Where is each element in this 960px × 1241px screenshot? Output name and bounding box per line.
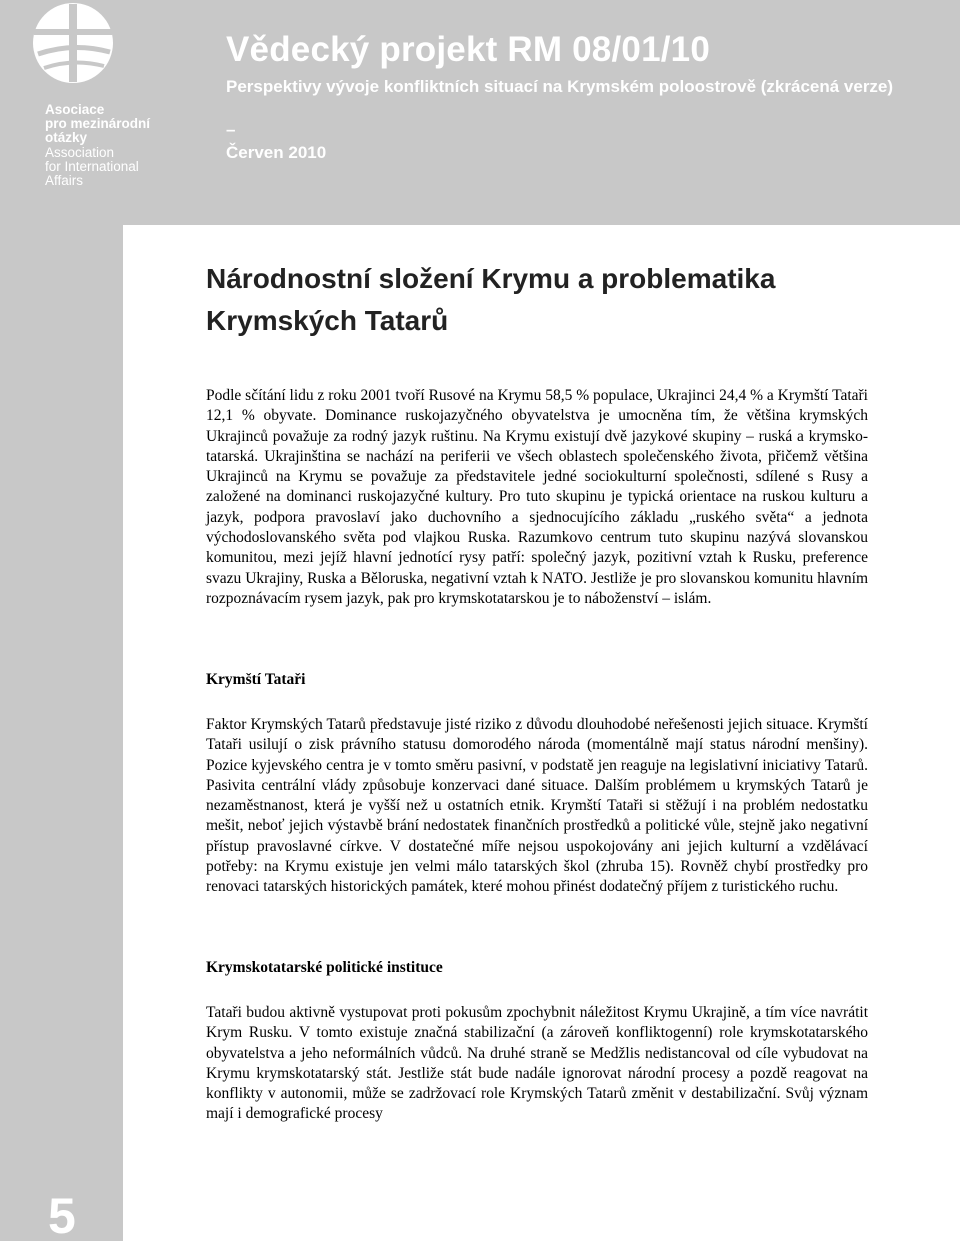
document-title: Vědecký projekt RM 08/01/10 [226, 30, 710, 69]
left-sidebar-band [0, 225, 123, 1241]
organization-name [45, 103, 150, 188]
org-name-en-line: Affairs [45, 173, 84, 189]
section-heading-crimean-tatars: Krymští Tataři [206, 671, 306, 688]
org-name-cz-line: otázky [45, 130, 88, 146]
org-name-en-line: for International [45, 158, 139, 174]
globe-cross-logo-icon [32, 2, 114, 84]
document-subtitle: Perspektivy vývoje konfliktních situací na Krymském poloostrově (zkrácená verze) [226, 77, 894, 96]
org-name-en-line: Association [45, 144, 115, 160]
header-band [0, 0, 960, 225]
page-number: 5 [48, 1188, 76, 1241]
org-name-cz-line: Asociace [45, 102, 105, 117]
org-name-cz-line: pro mezinárodní [45, 116, 151, 132]
section-heading-political-institutions: Krymskotatarské politické instituce [206, 959, 443, 976]
article-heading: Národnostní složení Krymu a problematika Krymských Tatarů [206, 263, 776, 336]
paragraph-tatar-factor: Faktor Krymských Tatarů představuje jisté riziko z důvodu dlouhodobé neřešenosti jejich situace. Krymští Tataři usilují o zisk právního statusu domorodého národa (momentálně mají status národní menšiny). Pozice kyjevského centra je v tomto směru pasivní, v podstatě jen reaguje na legislativní iniciativy Tatarů. Pasivita centrální vlády způsobuje konzervaci dané situace. Dalším problémem u krymských Tatarů je nezaměstnanost, která je vyšší než u ostatních etnik. Krymští Tataři si stěžují i na problém nedostatku mešit, neboť jejich výstavbě brání nedostatek finančních prostředků a politické vůle, stejně jako negativní přístup pravoslavné církve. V dostatečné míře nejsou uspokojovány ani jejich kulturní a vzdělávací potřeby: na Krymu existuje jen velmi málo tatarských škol (zhruba 15). Rovněž chybí prostředky pro renovaci tatarských historických památek, které mohou přinést dodatečný příjem z turistického ruchu. [206, 716, 868, 896]
paragraph-institutions: Tataři budou aktivně vystupovat proti pokusům zpochybnit náležitost Krymu Ukrajině, a tím více navrátit Krym Rusku. V tomto existuje značná stabilizační (a zároveň konfliktogenní) role krymskotatarského obyvatelstva a jeho neformálních vůdců. Na druhé straně se Medžlis nedistancoval od cíle vybudovat na Krymu krymskotatarský stát. Jestliže stát bude nadále ignorovat národní procesy a pozdě reagovat na konflikty v autonomii, může se zadržovací role Krymských Tatarů změnit v destabilizační. Svůj význam mají i demografické procesy [206, 1004, 868, 1123]
title-dash: – [226, 120, 236, 139]
document-date: Červen 2010 [226, 143, 327, 162]
paragraph-population: Podle sčítání lidu z roku 2001 tvoří Rusové na Krymu 58,5 % populace, Ukrajinci 24,4 % a Krymští Tataři 12,1 % obyvate. Dominance ruskojazyčného obyvatelstva je umocněna tím, že většina krymských Ukrajinců považuje za rodný jazyk ruštinu. Na Krymu existují dvě jazykové skupiny – ruská a krymsko-tatarská. Ukrajinština se nachází na periferii ve všech oblastech společenského života, přičemž většina Ukrajinců na Krymu se považuje za představitele jedné sociokulturní společnosti, sdílené s Rusy a založené na dominanci ruskojazyčné kultury. Pro tuto skupinu je typická orientace na ruskou kulturu a jazyk, podpora pravoslaví jako duchovního a sjednocujícího základu „ruského světa“ a jednota východoslovanského světa pod vlajkou Ruska. Razumkovo centrum tuto skupinu nazývá slovanskou komunitou, mezi jejíž hlavní jednotící rysy patří: společný jazyk, pozitivní vztah k Rusku, preference svazu Ukrajiny, Ruska a Běloruska, negativní vztah k NATO. Jestliže je pro slovanskou komunitu hlavním rozpoznávacím rysem jazyk, pak pro krymskotatarskou je to náboženství – islám. [206, 387, 868, 607]
